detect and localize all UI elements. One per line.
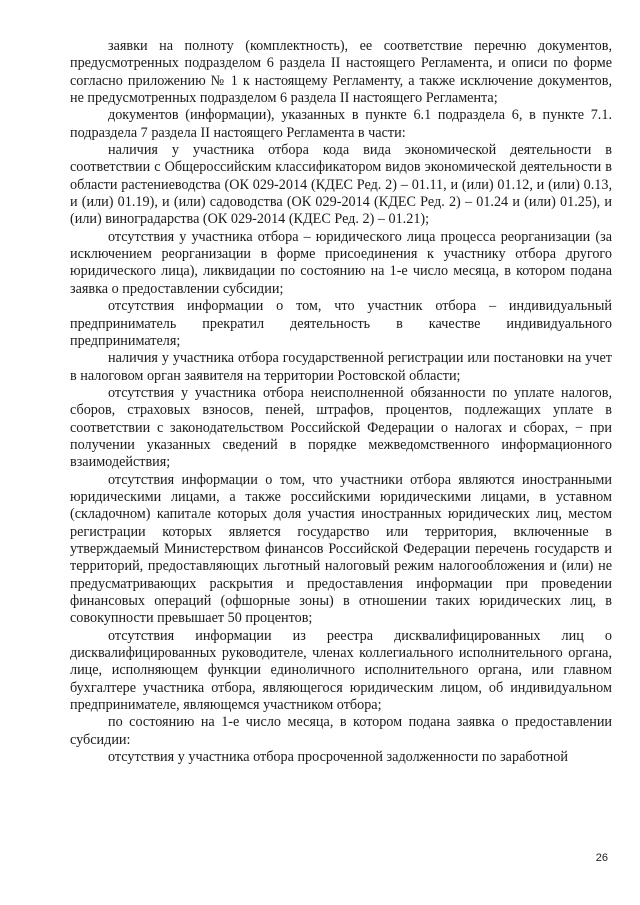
paragraph: наличия у участника отбора кода вида экономической деятельности в соответствии с Общероссийским классификатором видов экономической деятельности в области растениеводства (ОК 029-2014 (КДЕС Ред. 2) – 01.11, и (или) 01.12, и (или) 0.13, и (или) 01.19), и (или) садоводства (ОК 029-2014 (КДЕС Ред. 2) – 01.24 и (или) 01.25), и (или) виноградарства (ОК 029-2014 (КДЕС Ред. 2) – 01.21); [70, 142, 612, 228]
paragraph: наличия у участника отбора государственной регистрации или постановки на учет в налоговом орган заявителя на территории Ростовской области; [70, 350, 612, 384]
paragraph: отсутствия у участника отбора неисполненной обязанности по уплате налогов, сборов, страховых взносов, пеней, штрафов, процентов, подлежащих уплате в соответствии с законодательством Российской Федерации о налогах и сборах, − при получении указанных сведений в порядке межведомственного информационного взаимодействия; [70, 384, 612, 471]
paragraph: по состоянию на 1-е число месяца, в котором подана заявка о предоставлении субсидии: [70, 714, 612, 748]
page-number: 26 [595, 852, 608, 864]
paragraph: отсутствия информации из реестра дисквалифицированных лиц о дисквалифицированных руководителе, членах коллегиального исполнительного органа, лице, исполняющем функции единоличного исполнительного органа, или главном бухгалтере участника отбора, являющегося юридическим лицом, об индивидуальном предпринимателе, являющемся участником отбора; [70, 627, 612, 714]
document-body [70, 38, 612, 766]
paragraph: документов (информации), указанных в пункте 6.1 подраздела 6, в пункте 7.1. подраздела 7 раздела II настоящего Регламента в части: [70, 107, 612, 141]
paragraph: отсутствия у участника отбора – юридического лица процесса реорганизации (за исключением реорганизации в форме присоединения к участнику отбора другого юридического лица), ликвидации по состоянию на 1-е число месяца, в котором подана заявка о предоставлении субсидии; [70, 228, 612, 297]
paragraph: отсутствия информации о том, что участники отбора являются иностранными юридическими лицами, а также российскими юридическими лицами, в уставном (складочном) капитале которых доля участия иностранных юридических лиц, местом регистрации которых является государство или территория, включенные в утверждаемый Министерством финансов Российской Федерации перечень государств и территорий, предоставляющих льготный налоговый режим налогообложения и (или) не предусматривающих раскрытия и предоставления информации при проведении финансовых операций (офшорные зоны) в отношении таких юридических лиц, в совокупности превышает 50 процентов; [70, 471, 612, 627]
paragraph: заявки на полноту (комплектность), ее соответствие перечню документов, предусмотренных подразделом 6 раздела II настоящего Регламента, и описи по форме согласно приложению № 1 к настоящему Регламенту, а также исключение документов, не предусмотренных подразделом 6 раздела II настоящего Регламента; [70, 38, 612, 107]
paragraph: отсутствия информации о том, что участник отбора – индивидуальный предприниматель прекратил деятельность в качестве индивидуального предпринимателя; [70, 298, 612, 349]
paragraph: отсутствия у участника отбора просроченной задолженности по заработной [108, 749, 568, 766]
